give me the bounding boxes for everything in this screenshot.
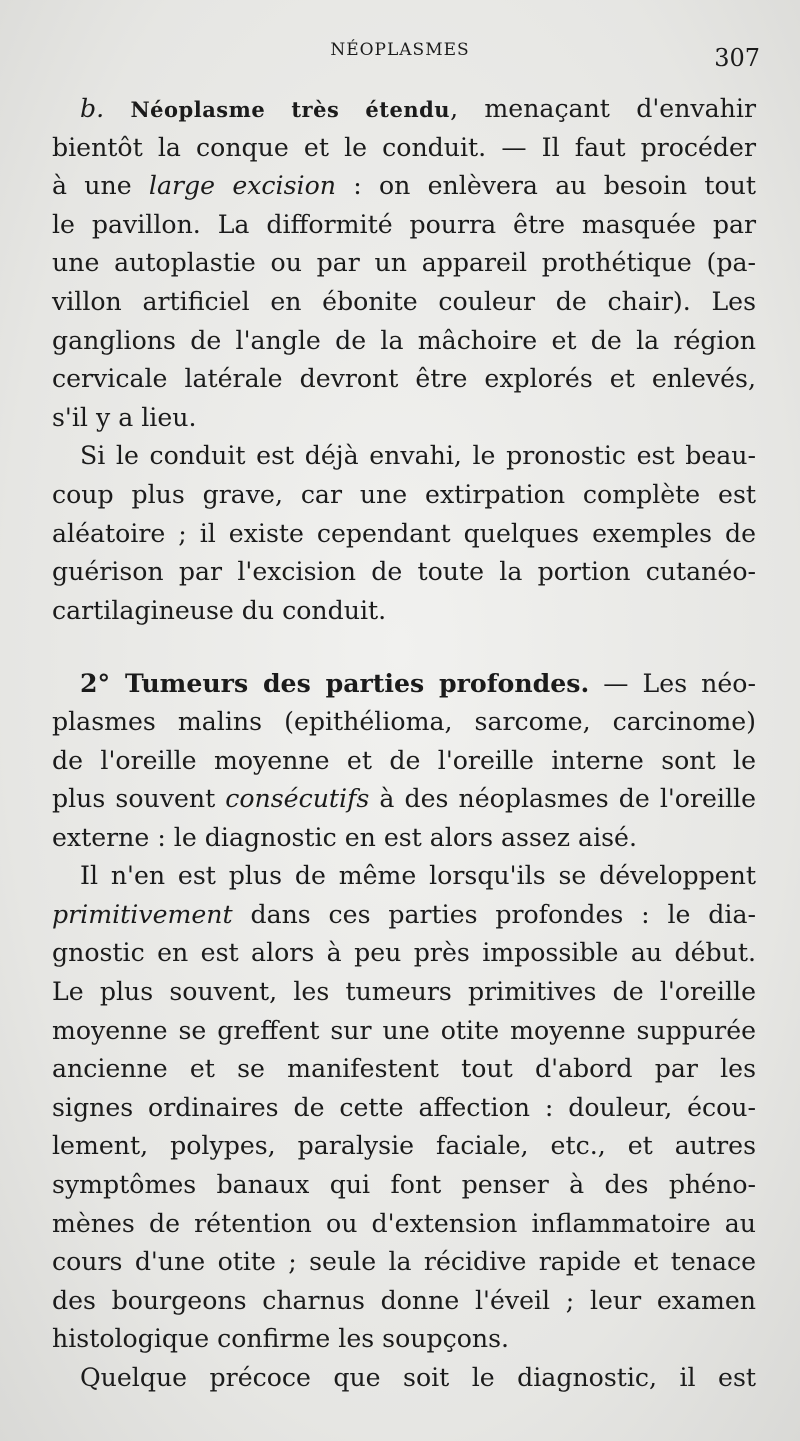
text-line: ganglions de l'angle de la mâchoire et de la région (52, 325, 756, 355)
page-number: 307 (714, 44, 760, 72)
text-line: primitivement dans ces parties profondes : le dia- (52, 899, 756, 929)
text-line: de l'oreille moyenne et de l'oreille interne sont le (52, 745, 756, 775)
text-line: cervicale latérale devront être explorés et enlevés, (52, 364, 756, 394)
section-heading: 2° Tumeurs des parties profondes. (80, 668, 590, 699)
text-line: des bourgeons charnus donne l'éveil ; leur examen (52, 1285, 756, 1315)
running-title: NÉOPLASMES (330, 40, 470, 60)
text-line: signes ordinaires de cette affection : douleur, écou- (52, 1092, 756, 1122)
text-line: histologique confirme les soupçons. (52, 1324, 510, 1354)
text-line: externe : le diagnostic en est alors assez aisé. (52, 822, 637, 852)
text-line: ancienne et se manifestent tout d'abord par les (52, 1054, 756, 1084)
text-line: symptômes banaux qui font penser à des phéno- (52, 1170, 756, 1200)
text-line: cartilagineuse du conduit. (52, 595, 387, 625)
text-line: à une large excision : on enlèvera au besoin tout (52, 171, 756, 201)
text-line: guérison par l'excision de toute la portion cutanéo- (52, 557, 756, 587)
section-heading-line: 2° Tumeurs des parties profondes. — Les néo- (80, 668, 756, 699)
text-line: Quelque précoce que soit le diagnostic, il est (80, 1363, 756, 1392)
body-text (52, 90, 756, 1398)
text-line: une autoplastie ou par un appareil prothétique (pa- (52, 248, 756, 278)
text-line: Si le conduit est déjà envahi, le pronostic est beau- (80, 441, 756, 471)
text-line: moyenne se greffent sur une otite moyenne suppurée (52, 1015, 756, 1045)
text-line: cours d'une otite ; seule la récidive rapide et tenace (52, 1247, 756, 1277)
text-line: aléatoire ; il existe cependant quelques exemples de (52, 518, 756, 548)
text-line: b. Néoplasme très étendu, menaçant d'envahir (80, 94, 756, 123)
text-line: plasmes malins (epithélioma, sarcome, carcinome) (52, 706, 756, 736)
text-line: Il n'en est plus de même lorsqu'ils se développent (80, 861, 756, 891)
text-line: mènes de rétention ou d'extension inflammatoire au (52, 1208, 756, 1238)
text-line: coup plus grave, car une extirpation complète est (52, 479, 756, 509)
text-line: villon artificiel en ébonite couleur de chair). Les (52, 286, 756, 316)
text-line: bientôt la conque et le conduit. — Il faut procéder (52, 132, 756, 162)
section-gap (52, 630, 756, 664)
text-line: le pavillon. La difformité pourra être masquée par (52, 209, 756, 239)
text-line: Le plus souvent, les tumeurs primitives de l'oreille (52, 977, 756, 1007)
text-line: gnostic en est alors à peu près impossible au début. (52, 938, 756, 968)
text-line: lement, polypes, paralysie faciale, etc., et autres (52, 1131, 756, 1161)
text-line: s'il y a lieu. (52, 402, 197, 432)
text-line: plus souvent consécutifs à des néoplasmes de l'oreille (52, 784, 756, 814)
page-header (0, 40, 800, 70)
